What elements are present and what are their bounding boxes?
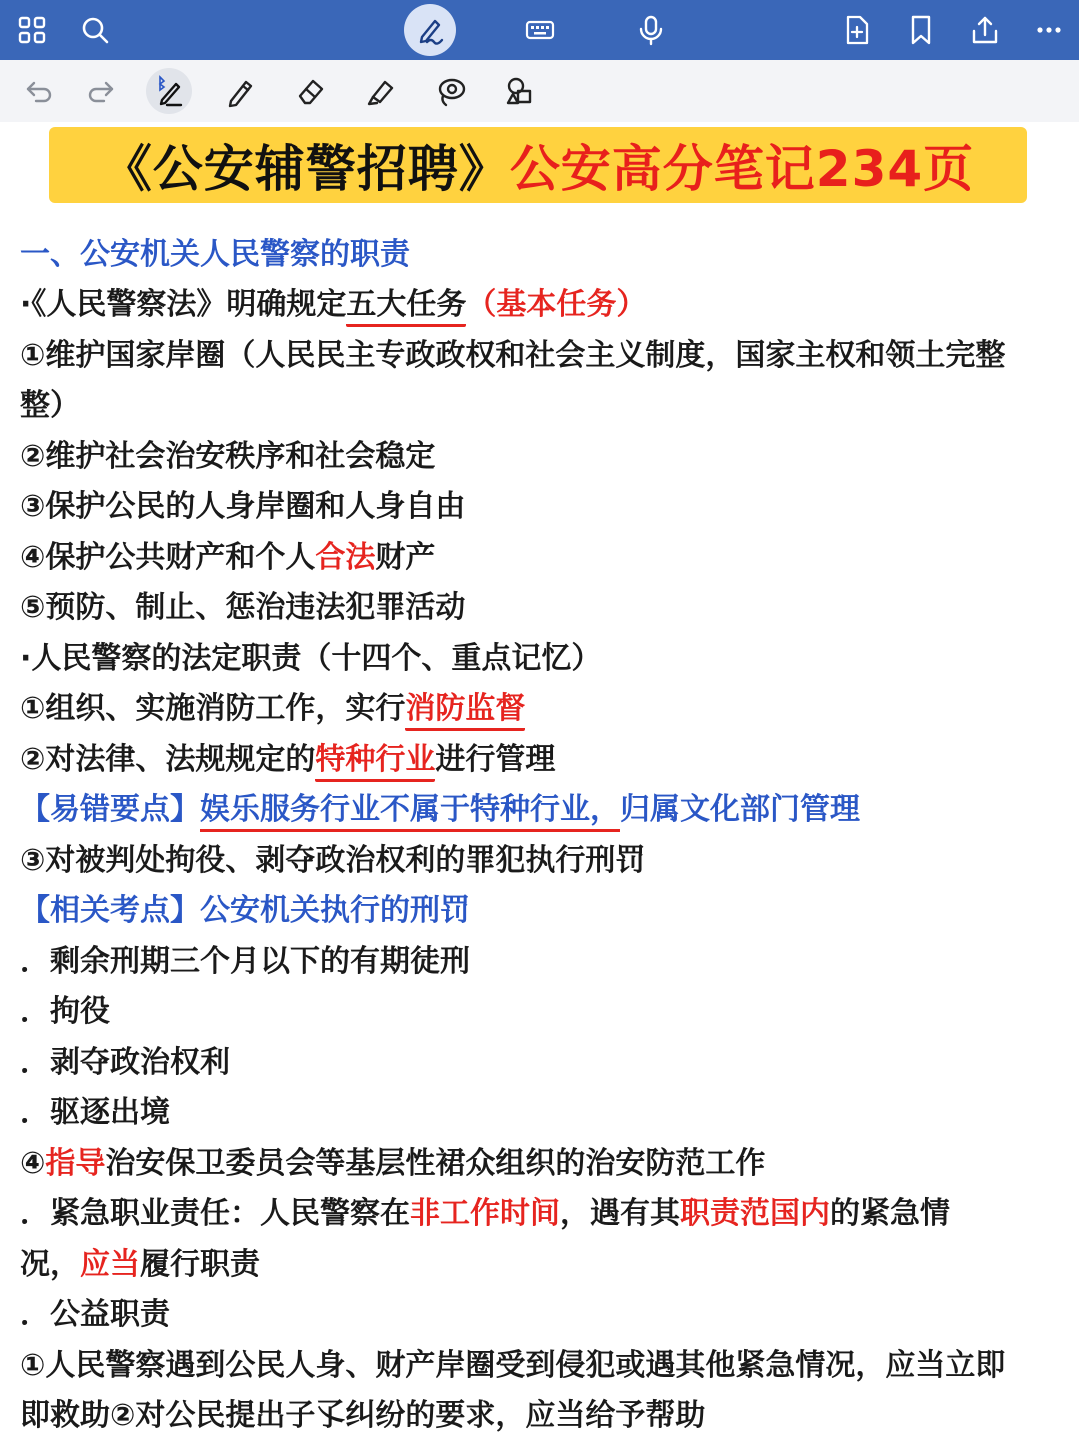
top-app-bar: [0, 0, 1079, 60]
note-content: [0, 230, 1079, 1439]
note-line: ②维护社会治安秩序和社会稳定: [20, 439, 436, 474]
highlight-text: 指导: [45, 1146, 106, 1181]
note-line: ．驱逐出境: [20, 1095, 170, 1130]
note-text: ④保护公共财产和个人: [20, 540, 316, 575]
underlined-keyword: 特种行业: [315, 742, 435, 782]
undo-icon[interactable]: [16, 68, 62, 114]
note-text: 治安保卫委员会等基层性裙众组织的治安防范工作: [105, 1146, 766, 1181]
highlight-text: 职责范国内: [680, 1196, 830, 1231]
note-line: [20, 1240, 1079, 1290]
note-line: [20, 1189, 1079, 1239]
highlighter-icon[interactable]: [358, 68, 404, 114]
handwriting-pen-icon[interactable]: [404, 4, 456, 56]
underlined-keyword: 娱乐服务行业不属于特种行业，: [200, 792, 620, 832]
bluetooth-pen-icon[interactable]: [146, 68, 192, 114]
note-line: ⑤预防、制止、惩治违法犯罪活动: [20, 590, 466, 625]
note-text: ②对法律、法规规定的: [20, 742, 316, 777]
tip-text: 归属文化部门管理: [620, 792, 860, 827]
note-text: 况，: [20, 1247, 80, 1282]
note-line: [20, 1139, 1079, 1189]
more-icon[interactable]: [1025, 6, 1073, 54]
add-page-icon[interactable]: [833, 6, 881, 54]
note-line: ①维护国家岸圈（人民民主专政政权和社会主义制度，国家主权和领土完整: [20, 338, 1006, 373]
tip-line: 【相关考点】公安机关执行的刑罚: [20, 893, 470, 928]
note-line: ①人民警察遇到公民人身、财产岸圈受到侵犯或遇其他紧急情况，应当立即: [20, 1348, 1006, 1383]
keyboard-icon[interactable]: [516, 6, 564, 54]
note-text: 财产: [375, 540, 436, 575]
grid-icon[interactable]: [8, 6, 56, 54]
shapes-icon[interactable]: [497, 68, 543, 114]
note-line: ．剩余刑期三个月以下的有期徒刑: [20, 944, 470, 979]
pen-toolbar: [0, 60, 1079, 122]
underlined-keyword: 消防监督: [405, 691, 525, 731]
share-icon[interactable]: [961, 6, 1009, 54]
note-line: ．拘役: [20, 994, 110, 1029]
search-icon[interactable]: [71, 6, 119, 54]
note-line: [20, 280, 1079, 330]
highlight-text: （基本任务）: [466, 287, 647, 322]
note-line: 即救助②对公民提出子孓纠纷的要求，应当给予帮助: [20, 1398, 706, 1433]
banner-title-part1: 《公安辅警招聘》: [101, 140, 510, 198]
note-line: ③保护公民的人身岸圈和人身自由: [20, 489, 466, 524]
redo-icon[interactable]: [78, 68, 124, 114]
note-text: 履行职责: [140, 1247, 260, 1282]
note-text: ．紧急职业责任：人民警察在: [20, 1196, 410, 1231]
title-banner: [49, 127, 1027, 203]
highlight-text: 非工作时间: [410, 1196, 560, 1231]
note-line: [20, 785, 1079, 835]
note-text: ④: [20, 1146, 46, 1181]
highlight-text: 应当: [80, 1247, 140, 1282]
note-text: ，遇有其: [560, 1196, 680, 1231]
microphone-icon[interactable]: [627, 6, 675, 54]
note-text: ①组织、实施消防工作，实行: [20, 691, 406, 726]
note-line: ·人民警察的法定职责（十四个、重点记忆）: [20, 641, 602, 676]
note-text: 的紧急情: [830, 1196, 950, 1231]
eraser-icon[interactable]: [288, 68, 334, 114]
note-line: 整）: [20, 388, 80, 423]
lasso-icon[interactable]: [428, 68, 474, 114]
note-text: ·《人民警察法》明确规定: [20, 287, 347, 322]
note-line: [20, 533, 1079, 583]
underlined-keyword: 五大任务: [346, 287, 466, 327]
banner-title-part2: 公安高分笔记234页: [509, 140, 975, 198]
tip-label: 【易错要点】: [20, 792, 200, 827]
note-line: [20, 684, 1079, 734]
note-text: 进行管理: [435, 742, 556, 777]
pencil-icon[interactable]: [218, 68, 264, 114]
bookmark-icon[interactable]: [897, 6, 945, 54]
note-line: ③对被判处拘役、剥夺政治权利的罪犯执行刑罚: [20, 843, 646, 878]
note-line: ．公益职责: [20, 1297, 170, 1332]
note-line: [20, 735, 1079, 785]
note-line: ．剥夺政治权利: [20, 1045, 230, 1080]
highlight-text: 合法: [315, 540, 376, 575]
section-heading: 一、公安机关人民警察的职责: [20, 237, 410, 272]
